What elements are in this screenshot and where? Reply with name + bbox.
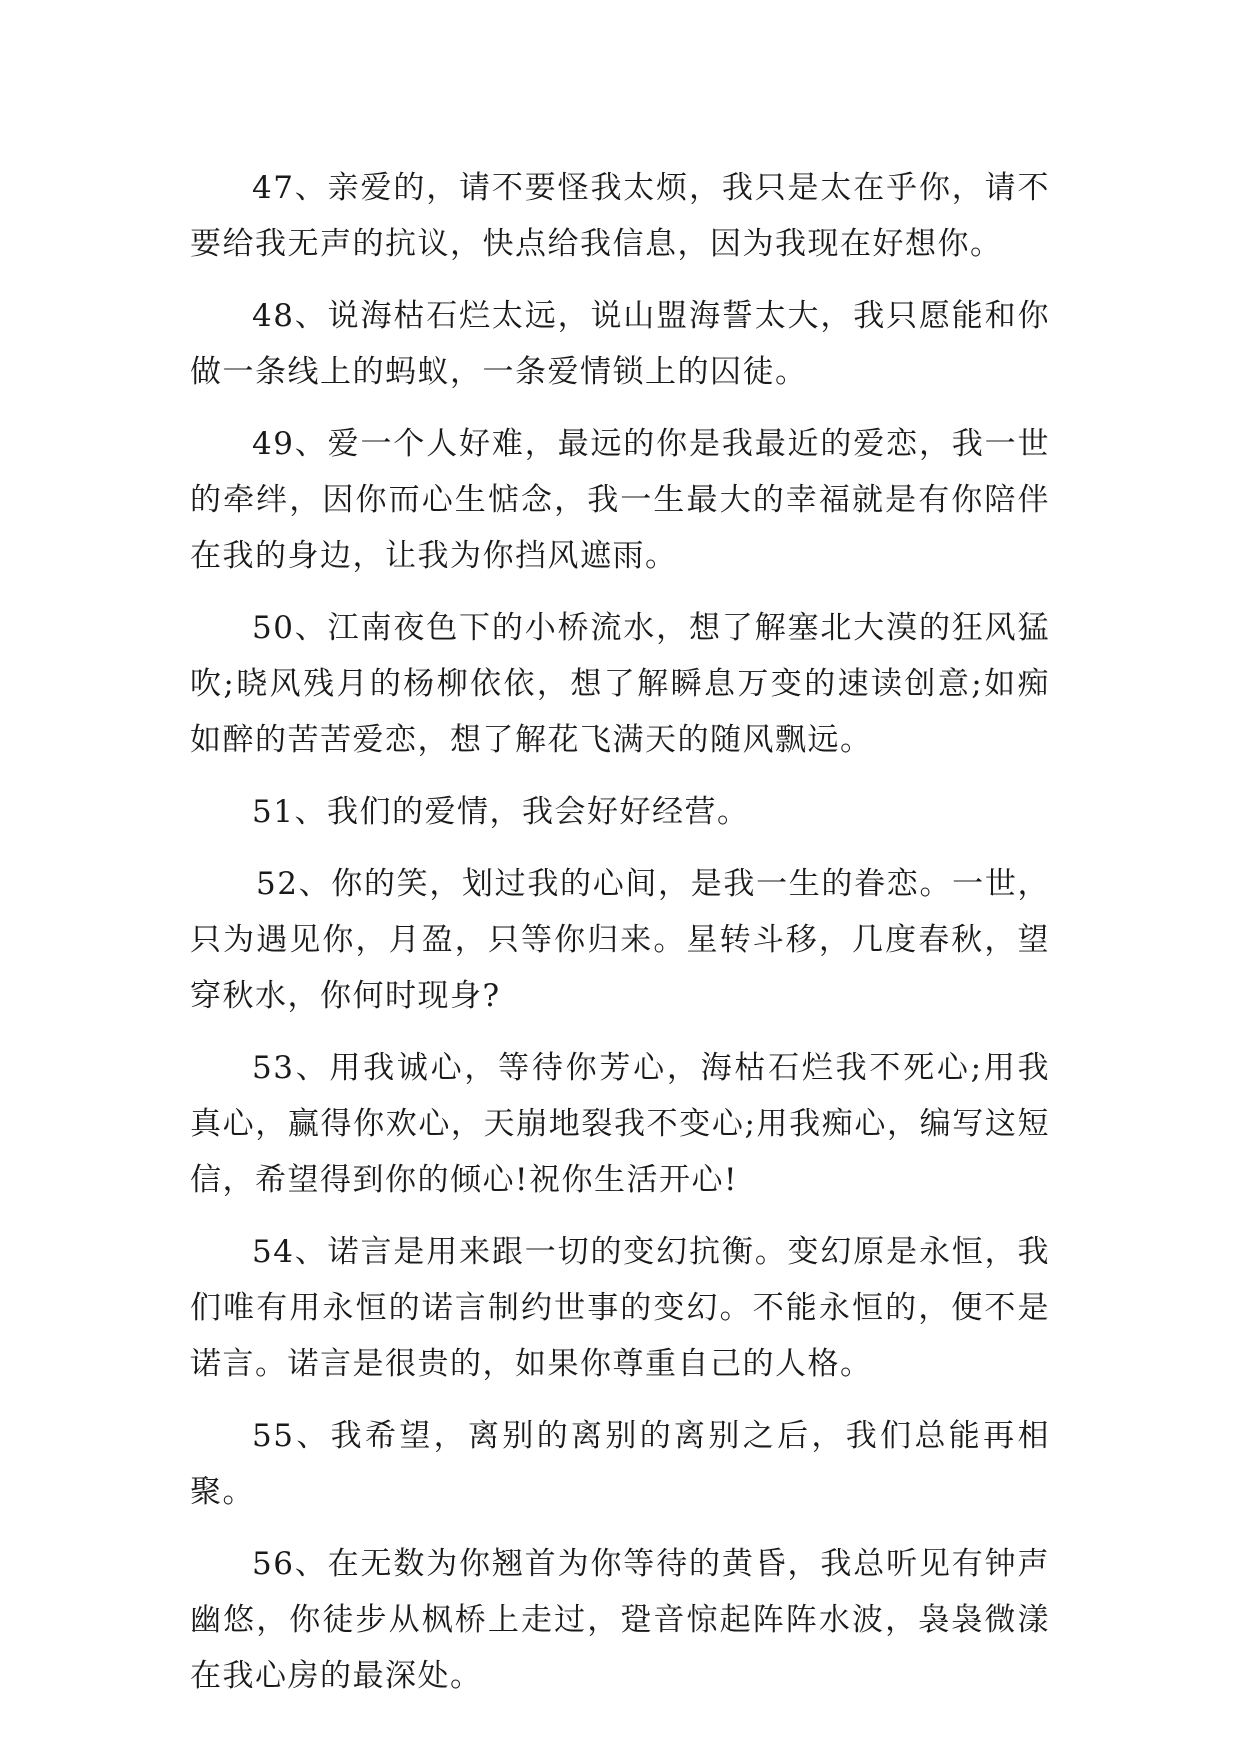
paragraph-47: 47、亲爱的，请不要怪我太烦，我只是太在乎你，请不要给我无声的抗议，快点给我信息，因为我现在好想你。 <box>190 170 1050 262</box>
document-body <box>190 160 1050 1720</box>
paragraph-54: 54、诺言是用来跟一切的变幻抗衡。变幻原是永恒，我们唯有用永恒的诺言制约世事的变幻。不能永恒的，便不是诺言。诺言是很贵的，如果你尊重自己的人格。 <box>190 1234 1050 1382</box>
paragraph-51: 51、我们的爱情，我会好好经营。 <box>252 794 750 830</box>
paragraph-50: 50、江南夜色下的小桥流水，想了解塞北大漠的狂风猛吹;晓风残月的杨柳依依，想了解瞬息万变的速读创意;如痴如醉的苦苦爱恋，想了解花飞满天的随风飘远。 <box>190 610 1050 758</box>
paragraph-48: 48、说海枯石烂太远，说山盟海誓太大，我只愿能和你做一条线上的蚂蚁，一条爱情锁上的囚徒。 <box>190 298 1050 390</box>
paragraph-52: 52、你的笑，划过我的心间，是我一生的眷恋。一世，只为遇见你，月盈，只等你归来。星转斗移，几度春秋，望穿秋水，你何时现身? <box>190 866 1050 1014</box>
paragraph-49: 49、爱一个人好难，最远的你是我最近的爱恋，我一世的牵绊，因你而心生惦念，我一生最大的幸福就是有你陪伴在我的身边，让我为你挡风遮雨。 <box>190 426 1050 574</box>
paragraph-56: 56、在无数为你翘首为你等待的黄昏，我总听见有钟声幽悠，你徒步从枫桥上走过，跫音惊起阵阵水波，袅袅微漾在我心房的最深处。 <box>190 1546 1050 1694</box>
paragraph-53: 53、用我诚心，等待你芳心，海枯石烂我不死心;用我真心，赢得你欢心，天崩地裂我不变心;用我痴心，编写这短信，希望得到你的倾心!祝你生活开心! <box>190 1050 1050 1198</box>
paragraph-55: 55、我希望，离别的离别的离别之后，我们总能再相聚。 <box>190 1418 1050 1510</box>
